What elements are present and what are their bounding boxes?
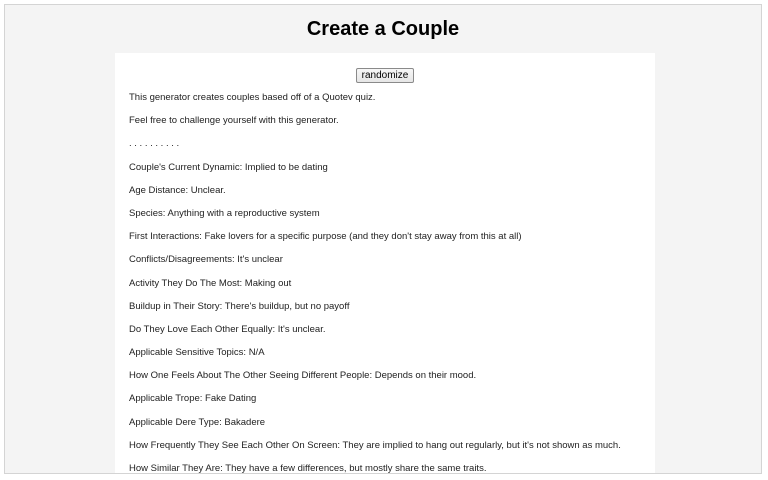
result-first-interactions: First Interactions: Fake lovers for a specific purpose (and they don't stay away from this at all) [129, 231, 522, 243]
generator-card [115, 53, 655, 474]
result-trope: Applicable Trope: Fake Dating [129, 393, 257, 405]
page-frame [4, 4, 762, 474]
result-conflicts: Conflicts/Disagreements: It's unclear [129, 254, 283, 266]
result-similarity: How Similar They Are: They have a few differences, but mostly share the same traits. [129, 463, 487, 474]
result-love-equally: Do They Love Each Other Equally: It's unclear. [129, 323, 326, 335]
result-sensitive-topics: Applicable Sensitive Topics: N/A [129, 347, 265, 359]
result-seeing-others: How One Feels About The Other Seeing Different People: Depends on their mood. [129, 370, 477, 382]
randomize-button[interactable]: randomize [356, 68, 415, 83]
page-title: Create a Couple [306, 18, 460, 40]
intro-line: This generator creates couples based off of a Quotev quiz. [129, 92, 376, 103]
result-age-distance: Age Distance: Unclear. [129, 184, 226, 196]
result-current-dynamic: Couple's Current Dynamic: Implied to be dating [129, 161, 328, 173]
result-activity: Activity They Do The Most: Making out [129, 277, 292, 289]
result-species: Species: Anything with a reproductive system [129, 207, 320, 219]
button-row [129, 68, 641, 84]
challenge-line: Feel free to challenge yourself with this generator. [129, 115, 339, 127]
result-dere-type: Applicable Dere Type: Bakadere [129, 416, 266, 428]
divider-dots: . . . . . . . . . . [129, 138, 180, 150]
result-screen-frequency: How Frequently They See Each Other On Screen: They are implied to hang out regularly, but it's not shown as much. [129, 439, 621, 451]
result-buildup: Buildup in Their Story: There's buildup, but no payoff [129, 300, 350, 312]
